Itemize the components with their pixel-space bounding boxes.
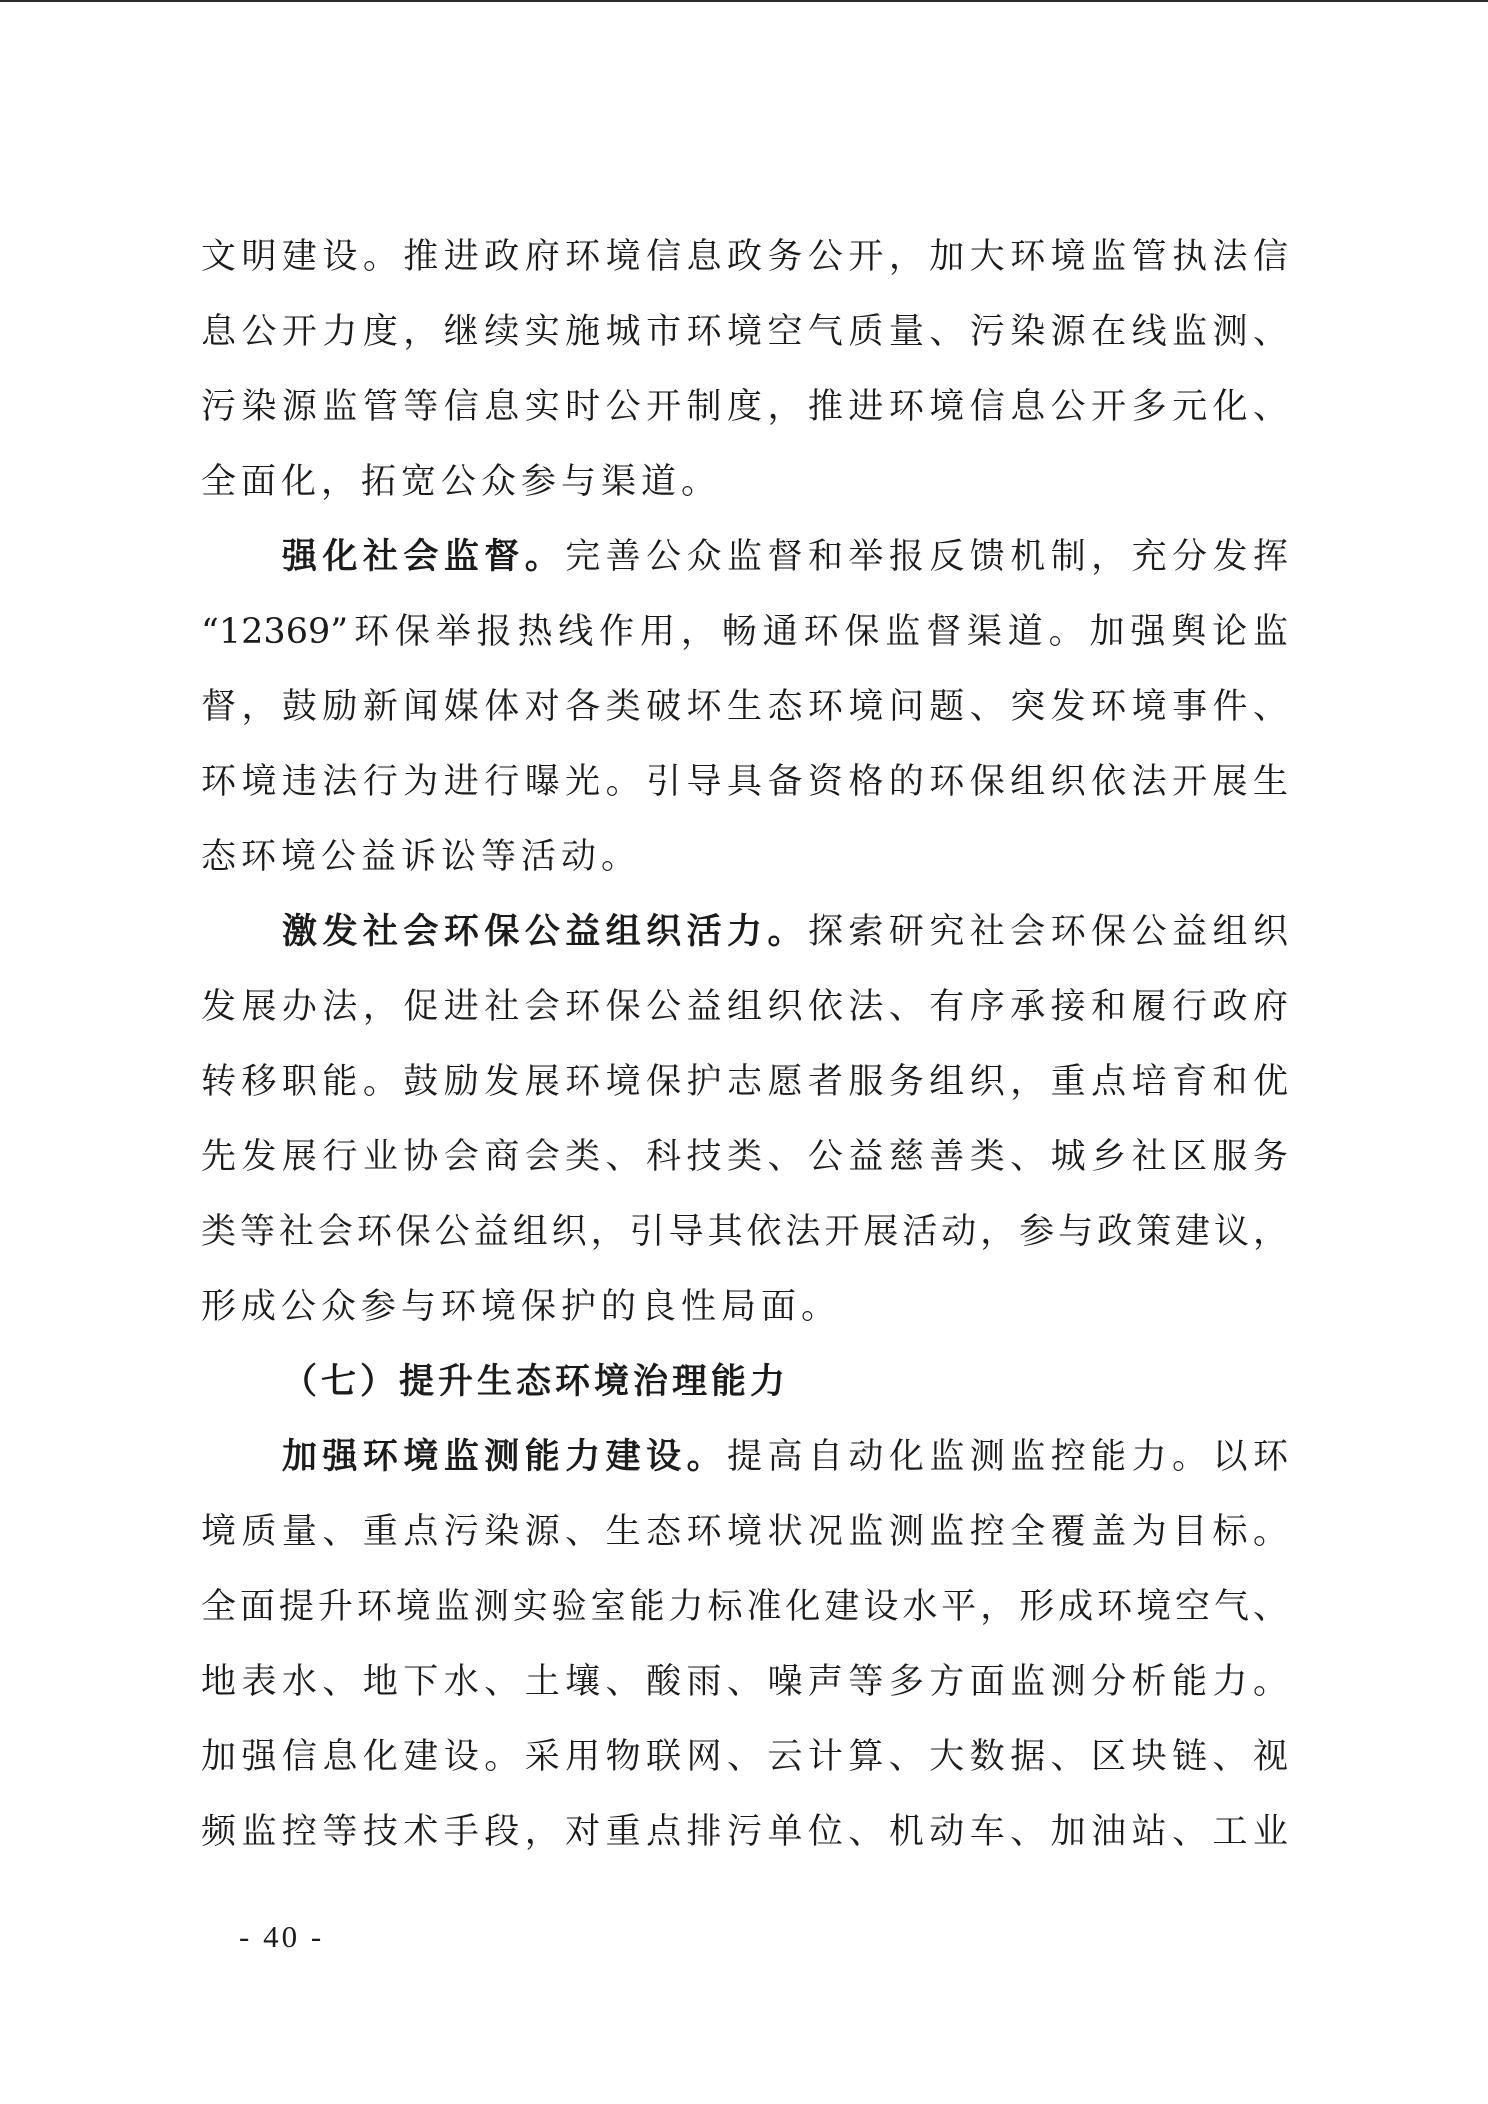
section-heading: （七）提升生态环境治理能力 (282, 1362, 790, 1402)
text-line: 频监控等技术手段，对重点排污单位、机动车、加油站、工业 (201, 1812, 1288, 1852)
text-line: 污染源监管等信息实时公开制度，推进环境信息公开多元化、 (201, 387, 1288, 427)
paragraph-lead: 强化社会监督。 (282, 537, 566, 577)
text-span: 提高自动化监测监控能力。以环 (727, 1437, 1288, 1477)
page-number: - 40 - (239, 1919, 325, 1954)
text-line: 发展办法，促进社会环保公益组织依法、有序承接和履行政府 (201, 987, 1288, 1027)
paragraph-ngo-vitality (201, 895, 1288, 1345)
text-line (201, 895, 1288, 970)
text-span: 探索研究社会环保公益组织 (807, 912, 1288, 952)
text-line: 息公开力度，继续实施城市环境空气质量、污染源在线监测、 (201, 312, 1288, 352)
text-line: 态环境公益诉讼等活动。 (201, 837, 642, 877)
text-line (201, 520, 1288, 595)
paragraph-lead: 加强环境监测能力建设。 (282, 1437, 728, 1477)
text-line: 督，鼓励新闻媒体对各类破坏生态环境问题、突发环境事件、 (201, 687, 1288, 727)
text-line: 境质量、重点污染源、生态环境状况监测监控全覆盖为目标。 (201, 1512, 1288, 1552)
paragraph-information-disclosure (201, 220, 1288, 520)
text-line: 类等社会环保公益组织，引导其依法开展活动，参与政策建议， (201, 1212, 1288, 1252)
text-line: 形成公众参与环境保护的良性局面。 (201, 1287, 842, 1327)
paragraph-lead: 激发社会环保公益组织活力。 (282, 912, 808, 952)
text-line: 地表水、地下水、土壤、酸雨、噪声等多方面监测分析能力。 (201, 1662, 1288, 1702)
body-text (201, 220, 1288, 1870)
text-line: 文明建设。推进政府环境信息政务公开，加大环境监管执法信 (201, 237, 1288, 277)
text-line (201, 1420, 1288, 1495)
text-line: 全面化，拓宽公众参与渠道。 (201, 462, 722, 502)
text-line: 加强信息化建设。采用物联网、云计算、大数据、区块链、视 (201, 1737, 1288, 1777)
text-span: 完善公众监督和举报反馈机制，充分发挥 (565, 537, 1288, 577)
top-border-line (0, 0, 1488, 2)
text-line: “12369”环保举报热线作用，畅通环保监督渠道。加强舆论监 (201, 612, 1288, 652)
text-line: 环境违法行为进行曝光。引导具备资格的环保组织依法开展生 (201, 762, 1288, 802)
text-line: 转移职能。鼓励发展环境保护志愿者服务组织，重点培育和优 (201, 1062, 1288, 1102)
text-line: 先发展行业协会商会类、科技类、公益慈善类、城乡社区服务 (201, 1137, 1288, 1177)
paragraph-social-supervision (201, 520, 1288, 895)
paragraph-monitoring-capacity (201, 1420, 1288, 1870)
text-line: 全面提升环境监测实验室能力标准化建设水平，形成环境空气、 (201, 1587, 1288, 1627)
